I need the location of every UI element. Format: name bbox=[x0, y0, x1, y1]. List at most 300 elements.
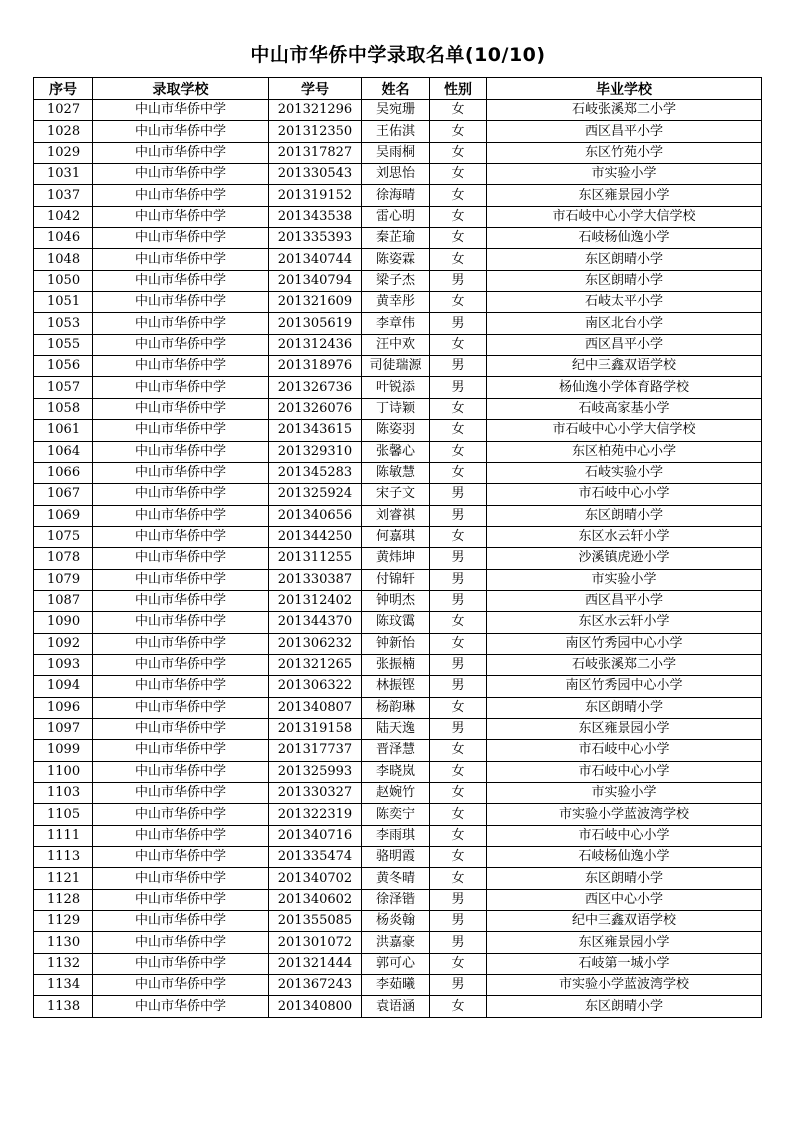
table-row bbox=[34, 484, 762, 505]
cell-admitted-school: 中山市华侨中学 bbox=[93, 420, 269, 441]
cell-gender: 女 bbox=[430, 249, 487, 270]
cell-admitted-school: 中山市华侨中学 bbox=[93, 975, 269, 996]
cell-graduated-school: 市实验小学蓝波湾学校 bbox=[487, 804, 762, 825]
table-row bbox=[34, 441, 762, 462]
table-row bbox=[34, 676, 762, 697]
cell-graduated-school: 东区朗晴小学 bbox=[487, 249, 762, 270]
cell-gender: 女 bbox=[430, 868, 487, 889]
cell-index: 1079 bbox=[34, 569, 93, 590]
table-row bbox=[34, 505, 762, 526]
cell-admitted-school: 中山市华侨中学 bbox=[93, 590, 269, 611]
cell-student-id: 201312436 bbox=[269, 334, 362, 355]
cell-name: 杨炎翰 bbox=[362, 911, 430, 932]
cell-admitted-school: 中山市华侨中学 bbox=[93, 633, 269, 654]
cell-student-id: 201329310 bbox=[269, 441, 362, 462]
cell-admitted-school: 中山市华侨中学 bbox=[93, 996, 269, 1017]
cell-admitted-school: 中山市华侨中学 bbox=[93, 249, 269, 270]
cell-gender: 女 bbox=[430, 996, 487, 1017]
column-header-admitted-school: 录取学校 bbox=[93, 78, 269, 100]
cell-name: 张馨心 bbox=[362, 441, 430, 462]
table-row bbox=[34, 206, 762, 227]
cell-student-id: 201340602 bbox=[269, 889, 362, 910]
cell-name: 宋子文 bbox=[362, 484, 430, 505]
cell-name: 钟新怡 bbox=[362, 633, 430, 654]
cell-index: 1132 bbox=[34, 953, 93, 974]
cell-graduated-school: 纪中三鑫双语学校 bbox=[487, 356, 762, 377]
cell-index: 1055 bbox=[34, 334, 93, 355]
table-row bbox=[34, 911, 762, 932]
table-row bbox=[34, 740, 762, 761]
cell-admitted-school: 中山市华侨中学 bbox=[93, 676, 269, 697]
cell-student-id: 201340807 bbox=[269, 697, 362, 718]
table-row bbox=[34, 761, 762, 782]
table-body bbox=[34, 100, 762, 1018]
cell-graduated-school: 东区水云轩小学 bbox=[487, 526, 762, 547]
table-row bbox=[34, 356, 762, 377]
cell-index: 1075 bbox=[34, 526, 93, 547]
cell-student-id: 201319152 bbox=[269, 185, 362, 206]
cell-graduated-school: 市实验小学 bbox=[487, 783, 762, 804]
cell-graduated-school: 东区雍景园小学 bbox=[487, 932, 762, 953]
cell-admitted-school: 中山市华侨中学 bbox=[93, 889, 269, 910]
cell-admitted-school: 中山市华侨中学 bbox=[93, 953, 269, 974]
table-row bbox=[34, 612, 762, 633]
cell-name: 赵婉竹 bbox=[362, 783, 430, 804]
cell-gender: 女 bbox=[430, 740, 487, 761]
cell-index: 1087 bbox=[34, 590, 93, 611]
cell-graduated-school: 市实验小学 bbox=[487, 164, 762, 185]
cell-name: 李晓岚 bbox=[362, 761, 430, 782]
cell-admitted-school: 中山市华侨中学 bbox=[93, 334, 269, 355]
cell-graduated-school: 东区朗晴小学 bbox=[487, 697, 762, 718]
cell-admitted-school: 中山市华侨中学 bbox=[93, 505, 269, 526]
cell-index: 1051 bbox=[34, 292, 93, 313]
cell-gender: 女 bbox=[430, 121, 487, 142]
cell-gender: 女 bbox=[430, 804, 487, 825]
cell-admitted-school: 中山市华侨中学 bbox=[93, 654, 269, 675]
cell-name: 晋泽慧 bbox=[362, 740, 430, 761]
cell-index: 1097 bbox=[34, 718, 93, 739]
cell-name: 李雨琪 bbox=[362, 825, 430, 846]
cell-student-id: 201325993 bbox=[269, 761, 362, 782]
table-row bbox=[34, 249, 762, 270]
cell-index: 1048 bbox=[34, 249, 93, 270]
cell-name: 袁语涵 bbox=[362, 996, 430, 1017]
cell-admitted-school: 中山市华侨中学 bbox=[93, 484, 269, 505]
cell-name: 陆天逸 bbox=[362, 718, 430, 739]
cell-graduated-school: 东区朗晴小学 bbox=[487, 996, 762, 1017]
cell-index: 1067 bbox=[34, 484, 93, 505]
cell-gender: 男 bbox=[430, 505, 487, 526]
column-header-graduated-school: 毕业学校 bbox=[487, 78, 762, 100]
cell-gender: 男 bbox=[430, 569, 487, 590]
cell-index: 1078 bbox=[34, 548, 93, 569]
cell-admitted-school: 中山市华侨中学 bbox=[93, 100, 269, 121]
cell-name: 汪中欢 bbox=[362, 334, 430, 355]
cell-name: 李章伟 bbox=[362, 313, 430, 334]
cell-index: 1042 bbox=[34, 206, 93, 227]
cell-gender: 女 bbox=[430, 953, 487, 974]
cell-admitted-school: 中山市华侨中学 bbox=[93, 911, 269, 932]
cell-admitted-school: 中山市华侨中学 bbox=[93, 292, 269, 313]
cell-gender: 女 bbox=[430, 825, 487, 846]
cell-index: 1056 bbox=[34, 356, 93, 377]
cell-graduated-school: 沙溪镇虎逊小学 bbox=[487, 548, 762, 569]
cell-admitted-school: 中山市华侨中学 bbox=[93, 804, 269, 825]
table-row bbox=[34, 292, 762, 313]
cell-gender: 男 bbox=[430, 975, 487, 996]
cell-gender: 女 bbox=[430, 292, 487, 313]
header-row bbox=[34, 78, 762, 100]
cell-graduated-school: 石岐太平小学 bbox=[487, 292, 762, 313]
cell-admitted-school: 中山市华侨中学 bbox=[93, 825, 269, 846]
cell-gender: 女 bbox=[430, 462, 487, 483]
cell-admitted-school: 中山市华侨中学 bbox=[93, 932, 269, 953]
cell-gender: 女 bbox=[430, 612, 487, 633]
cell-student-id: 201340744 bbox=[269, 249, 362, 270]
cell-name: 付锦轩 bbox=[362, 569, 430, 590]
cell-gender: 女 bbox=[430, 783, 487, 804]
cell-index: 1069 bbox=[34, 505, 93, 526]
cell-student-id: 201355085 bbox=[269, 911, 362, 932]
cell-graduated-school: 东区柏苑中心小学 bbox=[487, 441, 762, 462]
page-title: 中山市华侨中学录取名单(10/10) bbox=[250, 44, 546, 66]
cell-index: 1105 bbox=[34, 804, 93, 825]
cell-graduated-school: 西区昌平小学 bbox=[487, 590, 762, 611]
cell-graduated-school: 石岐张溪郑二小学 bbox=[487, 654, 762, 675]
cell-graduated-school: 东区朗晴小学 bbox=[487, 505, 762, 526]
cell-student-id: 201311255 bbox=[269, 548, 362, 569]
table-row bbox=[34, 526, 762, 547]
cell-index: 1111 bbox=[34, 825, 93, 846]
cell-student-id: 201330327 bbox=[269, 783, 362, 804]
cell-student-id: 201318976 bbox=[269, 356, 362, 377]
cell-index: 1128 bbox=[34, 889, 93, 910]
cell-student-id: 201343538 bbox=[269, 206, 362, 227]
table-row bbox=[34, 313, 762, 334]
cell-index: 1057 bbox=[34, 377, 93, 398]
table-row bbox=[34, 270, 762, 291]
cell-admitted-school: 中山市华侨中学 bbox=[93, 441, 269, 462]
cell-name: 刘思怡 bbox=[362, 164, 430, 185]
cell-graduated-school: 市石岐中心小学大信学校 bbox=[487, 420, 762, 441]
cell-graduated-school: 西区昌平小学 bbox=[487, 121, 762, 142]
cell-graduated-school: 东区雍景园小学 bbox=[487, 718, 762, 739]
cell-graduated-school: 南区北台小学 bbox=[487, 313, 762, 334]
cell-name: 吴雨桐 bbox=[362, 142, 430, 163]
cell-student-id: 201321444 bbox=[269, 953, 362, 974]
table-row bbox=[34, 633, 762, 654]
table-row bbox=[34, 932, 762, 953]
table-row bbox=[34, 953, 762, 974]
cell-student-id: 201312402 bbox=[269, 590, 362, 611]
cell-name: 丁诗颖 bbox=[362, 398, 430, 419]
cell-name: 陈姿霖 bbox=[362, 249, 430, 270]
table-row bbox=[34, 185, 762, 206]
cell-name: 陈玟霭 bbox=[362, 612, 430, 633]
cell-gender: 女 bbox=[430, 420, 487, 441]
column-header-gender: 性别 bbox=[430, 78, 487, 100]
cell-name: 陈敏慧 bbox=[362, 462, 430, 483]
cell-index: 1129 bbox=[34, 911, 93, 932]
cell-admitted-school: 中山市华侨中学 bbox=[93, 462, 269, 483]
cell-name: 陈姿羽 bbox=[362, 420, 430, 441]
cell-student-id: 201301072 bbox=[269, 932, 362, 953]
table-row bbox=[34, 825, 762, 846]
cell-admitted-school: 中山市华侨中学 bbox=[93, 356, 269, 377]
table-row bbox=[34, 228, 762, 249]
table-row bbox=[34, 889, 762, 910]
cell-student-id: 201305619 bbox=[269, 313, 362, 334]
cell-name: 陈奕宁 bbox=[362, 804, 430, 825]
cell-admitted-school: 中山市华侨中学 bbox=[93, 612, 269, 633]
cell-name: 叶锐添 bbox=[362, 377, 430, 398]
cell-name: 钟明杰 bbox=[362, 590, 430, 611]
cell-index: 1093 bbox=[34, 654, 93, 675]
cell-graduated-school: 石岐杨仙逸小学 bbox=[487, 228, 762, 249]
cell-graduated-school: 南区竹秀园中心小学 bbox=[487, 676, 762, 697]
cell-graduated-school: 石岐张溪郑二小学 bbox=[487, 100, 762, 121]
cell-student-id: 201306232 bbox=[269, 633, 362, 654]
table-row bbox=[34, 847, 762, 868]
cell-gender: 男 bbox=[430, 313, 487, 334]
cell-student-id: 201345283 bbox=[269, 462, 362, 483]
cell-graduated-school: 西区昌平小学 bbox=[487, 334, 762, 355]
cell-index: 1138 bbox=[34, 996, 93, 1017]
cell-admitted-school: 中山市华侨中学 bbox=[93, 761, 269, 782]
cell-student-id: 201367243 bbox=[269, 975, 362, 996]
cell-gender: 男 bbox=[430, 932, 487, 953]
cell-admitted-school: 中山市华侨中学 bbox=[93, 783, 269, 804]
cell-student-id: 201344250 bbox=[269, 526, 362, 547]
cell-admitted-school: 中山市华侨中学 bbox=[93, 569, 269, 590]
cell-gender: 男 bbox=[430, 377, 487, 398]
table-row bbox=[34, 804, 762, 825]
table-row bbox=[34, 398, 762, 419]
cell-name: 洪嘉豪 bbox=[362, 932, 430, 953]
cell-index: 1099 bbox=[34, 740, 93, 761]
cell-student-id: 201321265 bbox=[269, 654, 362, 675]
cell-graduated-school: 市石岐中心小学 bbox=[487, 484, 762, 505]
cell-admitted-school: 中山市华侨中学 bbox=[93, 206, 269, 227]
cell-gender: 男 bbox=[430, 676, 487, 697]
cell-student-id: 201335474 bbox=[269, 847, 362, 868]
cell-student-id: 201322319 bbox=[269, 804, 362, 825]
cell-graduated-school: 杨仙逸小学体育路学校 bbox=[487, 377, 762, 398]
cell-name: 黄幸彤 bbox=[362, 292, 430, 313]
cell-gender: 女 bbox=[430, 398, 487, 419]
cell-gender: 女 bbox=[430, 142, 487, 163]
cell-name: 梁子杰 bbox=[362, 270, 430, 291]
cell-index: 1046 bbox=[34, 228, 93, 249]
cell-graduated-school: 石岐杨仙逸小学 bbox=[487, 847, 762, 868]
cell-graduated-school: 东区雍景园小学 bbox=[487, 185, 762, 206]
table-row bbox=[34, 697, 762, 718]
cell-admitted-school: 中山市华侨中学 bbox=[93, 142, 269, 163]
cell-graduated-school: 纪中三鑫双语学校 bbox=[487, 911, 762, 932]
table-row bbox=[34, 590, 762, 611]
cell-gender: 女 bbox=[430, 633, 487, 654]
cell-admitted-school: 中山市华侨中学 bbox=[93, 121, 269, 142]
table-header bbox=[34, 78, 762, 100]
cell-gender: 男 bbox=[430, 590, 487, 611]
cell-index: 1029 bbox=[34, 142, 93, 163]
table-row bbox=[34, 975, 762, 996]
cell-gender: 女 bbox=[430, 206, 487, 227]
cell-name: 雷心明 bbox=[362, 206, 430, 227]
cell-admitted-school: 中山市华侨中学 bbox=[93, 164, 269, 185]
column-header-index: 序号 bbox=[34, 78, 93, 100]
cell-gender: 女 bbox=[430, 526, 487, 547]
cell-index: 1066 bbox=[34, 462, 93, 483]
cell-graduated-school: 石岐第一城小学 bbox=[487, 953, 762, 974]
cell-name: 郭可心 bbox=[362, 953, 430, 974]
cell-student-id: 201340702 bbox=[269, 868, 362, 889]
cell-admitted-school: 中山市华侨中学 bbox=[93, 228, 269, 249]
cell-student-id: 201344370 bbox=[269, 612, 362, 633]
table-row bbox=[34, 420, 762, 441]
cell-admitted-school: 中山市华侨中学 bbox=[93, 185, 269, 206]
cell-graduated-school: 市实验小学 bbox=[487, 569, 762, 590]
cell-name: 何嘉琪 bbox=[362, 526, 430, 547]
cell-name: 林振铿 bbox=[362, 676, 430, 697]
cell-student-id: 201340800 bbox=[269, 996, 362, 1017]
cell-index: 1064 bbox=[34, 441, 93, 462]
cell-admitted-school: 中山市华侨中学 bbox=[93, 270, 269, 291]
cell-index: 1050 bbox=[34, 270, 93, 291]
cell-name: 司徒瑞源 bbox=[362, 356, 430, 377]
cell-student-id: 201335393 bbox=[269, 228, 362, 249]
cell-gender: 女 bbox=[430, 228, 487, 249]
cell-graduated-school: 市实验小学蓝波湾学校 bbox=[487, 975, 762, 996]
cell-graduated-school: 石岐高家基小学 bbox=[487, 398, 762, 419]
cell-student-id: 201319158 bbox=[269, 718, 362, 739]
cell-admitted-school: 中山市华侨中学 bbox=[93, 718, 269, 739]
cell-gender: 男 bbox=[430, 911, 487, 932]
table-row bbox=[34, 548, 762, 569]
cell-index: 1058 bbox=[34, 398, 93, 419]
cell-graduated-school: 市石岐中心小学 bbox=[487, 740, 762, 761]
cell-index: 1028 bbox=[34, 121, 93, 142]
cell-graduated-school: 市石岐中心小学大信学校 bbox=[487, 206, 762, 227]
cell-student-id: 201340794 bbox=[269, 270, 362, 291]
cell-gender: 男 bbox=[430, 654, 487, 675]
table-row bbox=[34, 783, 762, 804]
cell-graduated-school: 东区朗晴小学 bbox=[487, 868, 762, 889]
column-header-name: 姓名 bbox=[362, 78, 430, 100]
table-row bbox=[34, 142, 762, 163]
cell-student-id: 201326076 bbox=[269, 398, 362, 419]
cell-graduated-school: 南区竹秀园中心小学 bbox=[487, 633, 762, 654]
cell-index: 1100 bbox=[34, 761, 93, 782]
cell-gender: 男 bbox=[430, 718, 487, 739]
cell-student-id: 201312350 bbox=[269, 121, 362, 142]
cell-index: 1096 bbox=[34, 697, 93, 718]
cell-student-id: 201317737 bbox=[269, 740, 362, 761]
cell-admitted-school: 中山市华侨中学 bbox=[93, 548, 269, 569]
cell-name: 骆明霞 bbox=[362, 847, 430, 868]
cell-gender: 男 bbox=[430, 270, 487, 291]
cell-index: 1031 bbox=[34, 164, 93, 185]
cell-student-id: 201325924 bbox=[269, 484, 362, 505]
cell-gender: 男 bbox=[430, 889, 487, 910]
cell-name: 秦芷瑜 bbox=[362, 228, 430, 249]
cell-admitted-school: 中山市华侨中学 bbox=[93, 697, 269, 718]
table-row bbox=[34, 996, 762, 1017]
cell-student-id: 201330543 bbox=[269, 164, 362, 185]
cell-name: 张振楠 bbox=[362, 654, 430, 675]
cell-name: 李茹曦 bbox=[362, 975, 430, 996]
cell-graduated-school: 石岐实验小学 bbox=[487, 462, 762, 483]
table-row bbox=[34, 121, 762, 142]
cell-index: 1061 bbox=[34, 420, 93, 441]
table-row bbox=[34, 569, 762, 590]
column-header-student-id: 学号 bbox=[269, 78, 362, 100]
table-row bbox=[34, 654, 762, 675]
cell-gender: 女 bbox=[430, 100, 487, 121]
cell-graduated-school: 东区朗晴小学 bbox=[487, 270, 762, 291]
table-row bbox=[34, 718, 762, 739]
table-row bbox=[34, 164, 762, 185]
cell-gender: 女 bbox=[430, 697, 487, 718]
table-row bbox=[34, 462, 762, 483]
table-row bbox=[34, 868, 762, 889]
cell-admitted-school: 中山市华侨中学 bbox=[93, 377, 269, 398]
cell-index: 1134 bbox=[34, 975, 93, 996]
cell-admitted-school: 中山市华侨中学 bbox=[93, 847, 269, 868]
cell-graduated-school: 东区水云轩小学 bbox=[487, 612, 762, 633]
cell-name: 杨韵琳 bbox=[362, 697, 430, 718]
cell-student-id: 201321609 bbox=[269, 292, 362, 313]
cell-graduated-school: 市石岐中心小学 bbox=[487, 825, 762, 846]
cell-student-id: 201306322 bbox=[269, 676, 362, 697]
cell-name: 黄冬晴 bbox=[362, 868, 430, 889]
cell-admitted-school: 中山市华侨中学 bbox=[93, 313, 269, 334]
cell-index: 1037 bbox=[34, 185, 93, 206]
table-row bbox=[34, 377, 762, 398]
cell-index: 1027 bbox=[34, 100, 93, 121]
cell-index: 1092 bbox=[34, 633, 93, 654]
cell-name: 刘睿祺 bbox=[362, 505, 430, 526]
cell-index: 1053 bbox=[34, 313, 93, 334]
cell-index: 1130 bbox=[34, 932, 93, 953]
cell-name: 王佑淇 bbox=[362, 121, 430, 142]
cell-graduated-school: 东区竹苑小学 bbox=[487, 142, 762, 163]
table-row bbox=[34, 100, 762, 121]
cell-student-id: 201340716 bbox=[269, 825, 362, 846]
cell-gender: 男 bbox=[430, 548, 487, 569]
cell-admitted-school: 中山市华侨中学 bbox=[93, 868, 269, 889]
cell-name: 徐海晴 bbox=[362, 185, 430, 206]
cell-index: 1103 bbox=[34, 783, 93, 804]
table-row bbox=[34, 334, 762, 355]
cell-graduated-school: 市石岐中心小学 bbox=[487, 761, 762, 782]
cell-gender: 男 bbox=[430, 356, 487, 377]
cell-admitted-school: 中山市华侨中学 bbox=[93, 526, 269, 547]
admission-table bbox=[33, 77, 762, 1018]
cell-gender: 女 bbox=[430, 847, 487, 868]
cell-gender: 男 bbox=[430, 484, 487, 505]
cell-admitted-school: 中山市华侨中学 bbox=[93, 740, 269, 761]
cell-index: 1090 bbox=[34, 612, 93, 633]
cell-gender: 女 bbox=[430, 164, 487, 185]
cell-name: 徐泽锴 bbox=[362, 889, 430, 910]
cell-student-id: 201340656 bbox=[269, 505, 362, 526]
cell-index: 1121 bbox=[34, 868, 93, 889]
cell-graduated-school: 西区中心小学 bbox=[487, 889, 762, 910]
cell-index: 1113 bbox=[34, 847, 93, 868]
cell-name: 吴宛珊 bbox=[362, 100, 430, 121]
